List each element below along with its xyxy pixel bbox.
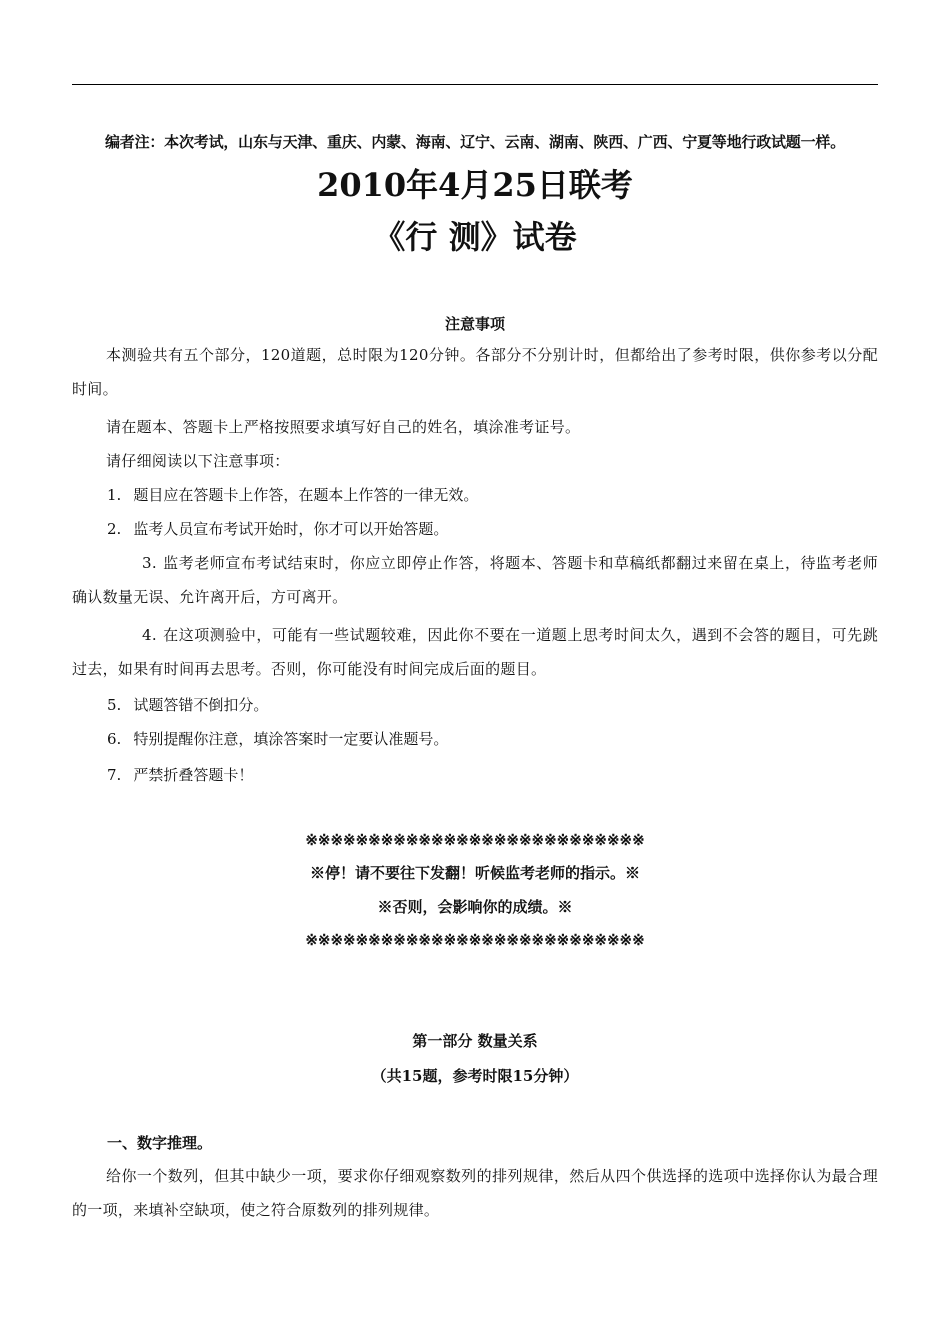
warning-line-score: ※否则，会影响你的成绩。※ — [377, 898, 573, 916]
section-description: 给你一个数列，但其中缺少一项，要求你仔细观察数列的排列规律，然后从四个供选择的选项中选择你认为最合理的一项，来填补空缺项，使之符合原数列的排列规律。 — [72, 1167, 878, 1219]
notice-item-text: 监考人员宣布考试开始时，你才可以开始答题。 — [133, 520, 449, 538]
notice-item-text: 严禁折叠答题卡！ — [133, 766, 254, 784]
notice-fill-instruction: 请在题本、答题卡上严格按照要求填写好自己的姓名，填涂准考证号。 — [106, 418, 581, 436]
notice-item — [107, 512, 878, 546]
header-rule — [72, 84, 878, 85]
notice-item-number: 6. — [107, 730, 122, 748]
notice-item-number: 5. — [107, 696, 122, 714]
notice-item — [107, 688, 878, 722]
notice-item-number: 3. — [142, 554, 157, 572]
notice-item-text: 特别提醒你注意，填涂答案时一定要认准题号。 — [133, 730, 449, 748]
notice-item-number: 1. — [107, 486, 122, 504]
notice-item — [107, 758, 878, 792]
exam-title: 2010年4月25日联考 — [317, 166, 633, 204]
warning-border-bottom: ※※※※※※※※※※※※※※※※※※※※※※※※※※※ — [305, 931, 645, 949]
notice-item-number: 7. — [107, 766, 122, 784]
exam-subtitle: 《行 测》试卷 — [373, 218, 577, 256]
notice-item — [107, 478, 878, 512]
notice-item — [72, 618, 878, 686]
part-title: 第一部分 数量关系 — [412, 1032, 538, 1050]
notice-read-instruction: 请仔细阅读以下注意事项： — [106, 452, 290, 470]
notice-item-text: 监考老师宣布考试结束时，你应立即停止作答，将题本、答题卡和草稿纸都翻过来留在桌上，待监考老师确认数量无误、允许离开后，方可离开。 — [72, 554, 878, 606]
notice-heading: 注意事项 — [444, 315, 505, 333]
notice-item-text: 在这项测验中，可能有一些试题较难，因此你不要在一道题上思考时间太久，遇到不会答的题目，可先跳过去，如果有时间再去思考。否则，你可能没有时间完成后面的题目。 — [72, 626, 878, 678]
part-subtitle: （共15题，参考时限15分钟） — [371, 1067, 579, 1085]
notice-item-text: 题目应在答题卡上作答，在题本上作答的一律无效。 — [133, 486, 479, 504]
section-heading: 一、数字推理。 — [107, 1134, 213, 1152]
editor-note: 编者注：本次考试，山东与天津、重庆、内蒙、海南、辽宁、云南、湖南、陕西、广西、宁夏等地行政试题一样。 — [104, 133, 845, 151]
notice-intro: 本测验共有五个部分，120道题，总时限为120分钟。各部分不分别计时，但都给出了参考时限，供你参考以分配时间。 — [72, 346, 878, 398]
notice-item-number: 2. — [107, 520, 122, 538]
notice-item — [107, 722, 878, 756]
notice-item — [72, 546, 878, 614]
warning-border-top: ※※※※※※※※※※※※※※※※※※※※※※※※※※※ — [305, 831, 645, 849]
notice-item-text: 试题答错不倒扣分。 — [133, 696, 269, 714]
warning-line-stop: ※停！请不要往下发翻！听候监考老师的指示。※ — [309, 864, 640, 882]
notice-item-number: 4. — [142, 626, 157, 644]
